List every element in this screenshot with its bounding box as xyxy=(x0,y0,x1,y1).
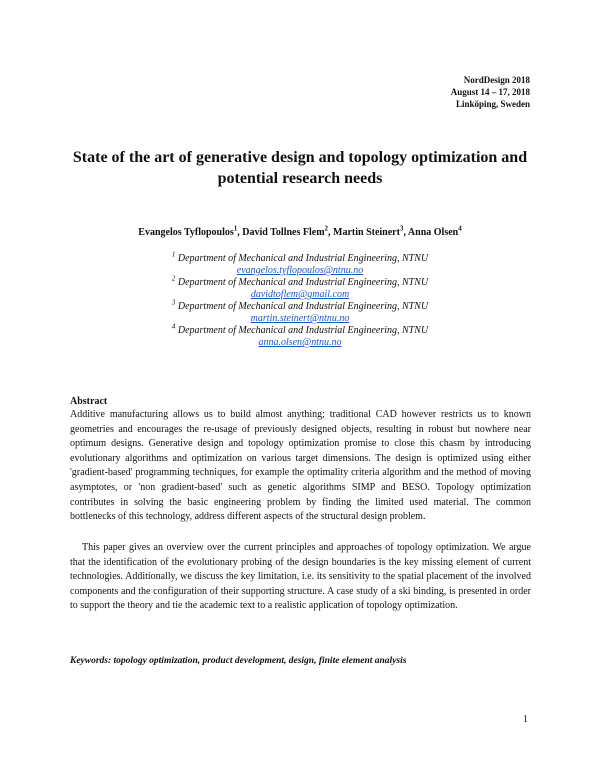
affiliations xyxy=(70,250,530,349)
affiliation: $^3$ Department of Mechanical and Industrial Engineering, NTNU xyxy=(171,298,429,312)
author: David Tollnes Flem$^2$, xyxy=(242,224,334,238)
affiliation: $^4$ Department of Mechanical and Industrial Engineering, NTNU xyxy=(171,322,429,336)
conference-dates: August 14 – 17, 2018 xyxy=(450,87,530,97)
email-link[interactable]: anna.olsen@ntnu.no xyxy=(258,337,342,348)
affiliation: $^1$ Department of Mechanical and Industrial Engineering, NTNU xyxy=(171,250,429,264)
abstract-heading: Abstract xyxy=(70,396,108,407)
author-list xyxy=(70,226,530,240)
paper-title: State of the art of generative design and topology optimization and potential research needs xyxy=(72,149,528,187)
email-link[interactable]: evangelos.tyflopoulos@ntnu.no xyxy=(236,265,364,276)
abstract-paragraph: This paper gives an overview over the current principles and approaches of topology optimization. We argue that the identification of the evolutionary probing of the design boundaries is the key missing element of current technologies. Additionally, we discuss the key limitation, i.e. its sensitivity to the spatial placement of the involved components and the configuration of their supporting structure. A case study of a ski binding, is presented in order to support the theory and tie the academic text to a realistic application of topology optimization. xyxy=(70,542,531,612)
keywords: Keywords: topology optimization, product development, design, finite element analysis xyxy=(70,656,407,666)
author: Anna Olsen$^4$ xyxy=(407,224,462,238)
email-link[interactable]: davidtoflem@gmail.com xyxy=(250,289,350,300)
conference-location: Linköping, Sweden xyxy=(455,99,530,109)
author: Martin Steinert$^3$, xyxy=(333,224,408,238)
affiliation: $^2$ Department of Mechanical and Industrial Engineering, NTNU xyxy=(171,274,429,288)
author: Evangelos Tyflopoulos$^1$, xyxy=(138,224,243,238)
conference-info xyxy=(451,74,530,110)
conference-name: NordDesign 2018 xyxy=(463,75,530,85)
abstract-paragraph: Additive manufacturing allows us to build almost anything; traditional CAD however restricts us to known geometries and encourages the re-usage of previously designed objects, resulting in robust but nowhere near optimum designs. Generative design and topology optimization promise to close this chasm by introducing evolutionary algorithms and optimization on various target dimensions. The design is optimized using either 'gradient-based' programming techniques, for example the optimality criteria algorithm and the method of moving asymptotes, or 'non gradient-based' such as genetic algorithms SIMP and BESO. Topology optimization contributes in solving the basic engineering problem by finding the limited used material. The common bottlenecks of this technology, address different aspects of the structural design problem. xyxy=(70,409,531,523)
email-link[interactable]: martin.steinert@ntnu.no xyxy=(250,313,350,324)
page-number: 1 xyxy=(523,714,528,725)
